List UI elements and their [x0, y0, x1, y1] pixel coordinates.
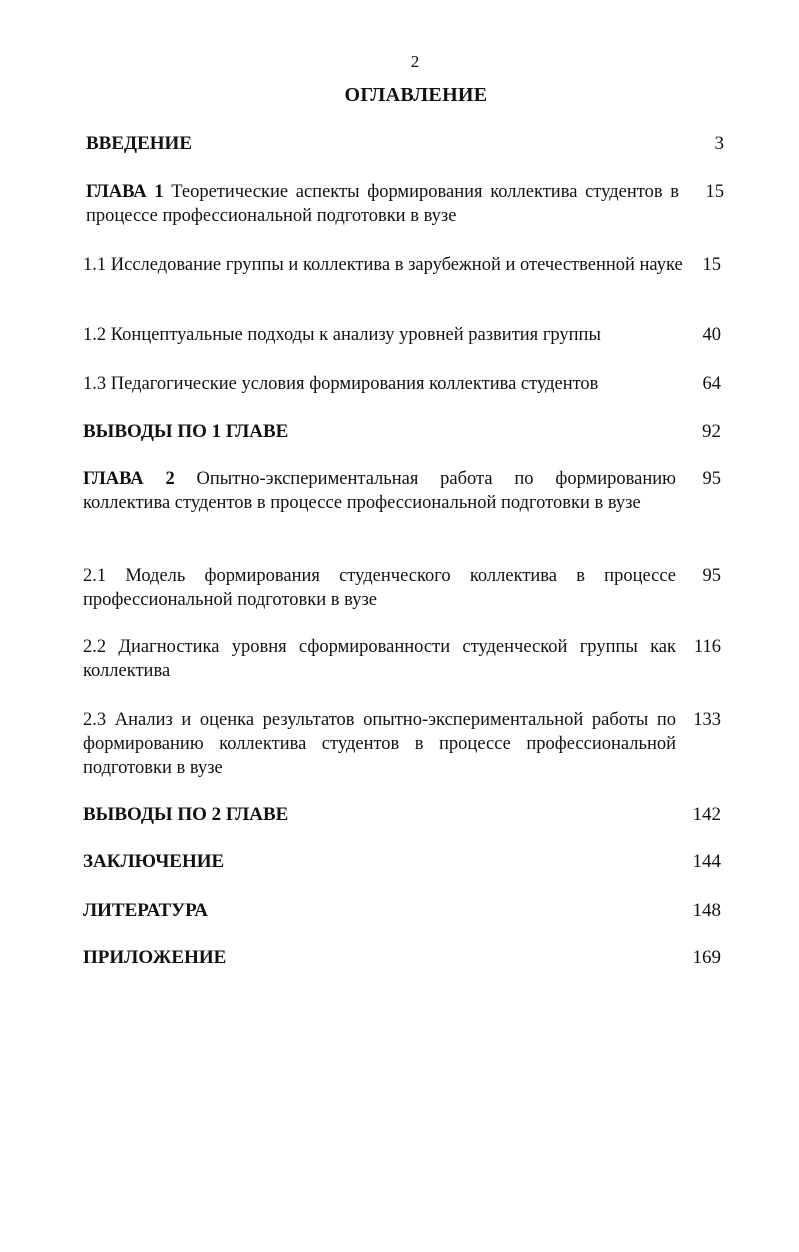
toc-entry-text: ЛИТЕРАТУРА — [83, 900, 209, 921]
toc-entry-text: ВЫВОДЫ ПО 1 ГЛАВЕ — [83, 421, 289, 442]
toc-entry-page: 133 — [693, 710, 721, 730]
toc-entry-page: 95 — [702, 469, 721, 489]
toc-entry-page: 64 — [702, 374, 721, 394]
toc-entry-text: ЗАКЛЮЧЕНИЕ — [83, 851, 225, 872]
toc-entry-page: 15 — [702, 255, 721, 275]
toc-entry-page: 3 — [714, 133, 724, 154]
chapter-label: ГЛАВА 2 — [83, 469, 175, 489]
toc-entry-text: Теоретические аспекты формирования коллектива студентов в процессе профессиональной подготовки в вузе — [86, 182, 679, 226]
chapter-label: ГЛАВА 1 — [86, 182, 164, 202]
toc-entry-text: 2.1 Модель формирования студенческого коллектива в процессе профессиональной подготовки в вузе — [83, 566, 676, 610]
toc-entry-page: 169 — [692, 947, 721, 968]
toc-entry-page: 142 — [692, 804, 721, 825]
page-number: 2 — [410, 52, 420, 71]
toc-entry-text: ВЫВОДЫ ПО 2 ГЛАВЕ — [83, 804, 289, 825]
toc-entry-text: 2.2 Диагностика уровня сформированности студенческой группы как коллектива — [83, 637, 676, 681]
toc-entry-text: ПРИЛОЖЕНИЕ — [83, 947, 227, 968]
toc-entry-page: 40 — [702, 325, 721, 345]
toc-entry-page: 116 — [693, 637, 721, 657]
toc-entry-page: 148 — [692, 900, 721, 921]
toc-entry-text: 1.3 Педагогические условия формирования коллектива студентов — [83, 374, 599, 394]
toc-entry-text: 2.3 Анализ и оценка результатов опытно-экспериментальной работы по формированию коллектива студентов в процессе профессиональной подготовки в вузе — [83, 710, 676, 778]
toc-entry-text: ВВЕДЕНИЕ — [86, 133, 192, 154]
toc-entry-text: Опытно-экспериментальная работа по формированию коллектива студентов в процессе профессиональной подготовки в вузе — [83, 469, 676, 513]
toc-entry-page: 15 — [705, 182, 724, 202]
toc-entry-page: 92 — [702, 421, 721, 442]
page-title: ОГЛАВЛЕНИЕ — [344, 84, 488, 106]
toc-entry-page: 95 — [702, 566, 721, 586]
toc-entry-page: 144 — [692, 851, 721, 872]
toc-entry-text: 1.1 Исследование группы и коллектива в зарубежной и отечественной науке — [83, 255, 683, 275]
toc-entry-text: 1.2 Концептуальные подходы к анализу уровней развития группы — [83, 325, 601, 345]
